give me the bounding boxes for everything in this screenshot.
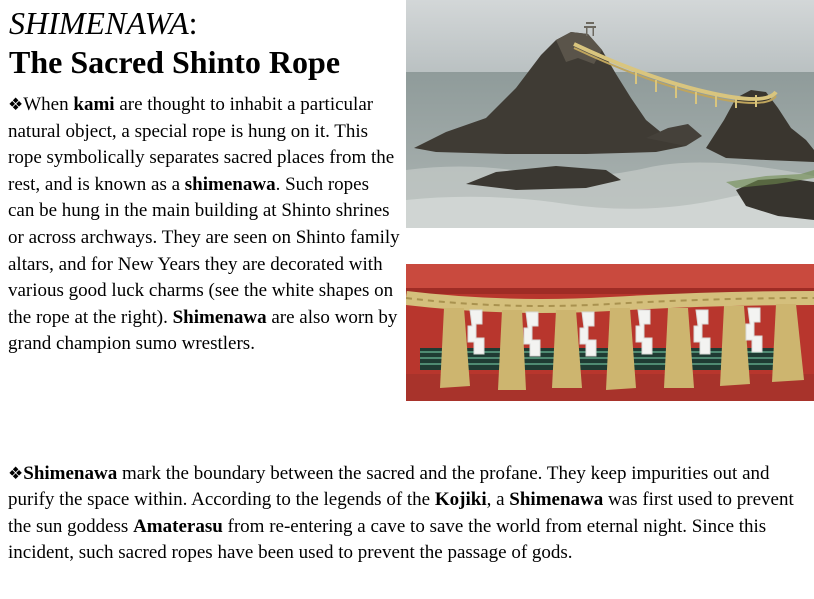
- page-title: SHIMENAWA: The Sacred Shinto Rope: [9, 4, 404, 82]
- paragraph-boundary: ❖Shimenawa mark the boundary between the sacred and the profane. They keep impurities out and purify the space within. According to the legends of the Kojiki, a Shimenawa was first used to prevent the sun goddess Amaterasu from re-entering a cave to save the world from eternal night. Since this incident, such sacred ropes have been used to prevent the passage of gods.: [8, 463, 794, 564]
- title-line2: The Sacred Shinto Rope: [9, 44, 341, 80]
- title-line1: SHIMENAWA: [9, 5, 189, 41]
- shrine-rope-photo: [406, 264, 814, 401]
- bullet-icon: ❖: [8, 95, 24, 114]
- bullet-icon: ❖: [8, 464, 24, 483]
- wedded-rocks-photo: [406, 0, 814, 228]
- paragraph-kami: ❖When kami are thought to inhabit a particular natural object, a special rope is hung on it. This rope symbolically separates sacred places from the rest, and is known as a shimenawa. Such ropes can be hung in the main building at Shinto shrines or across archways. They are seen on Shinto family altars, and for New Years they are decorated with various good luck charms (see the white shapes on the rope at the right). Shimenawa are also worn by grand champion sumo wrestlers.: [8, 94, 400, 355]
